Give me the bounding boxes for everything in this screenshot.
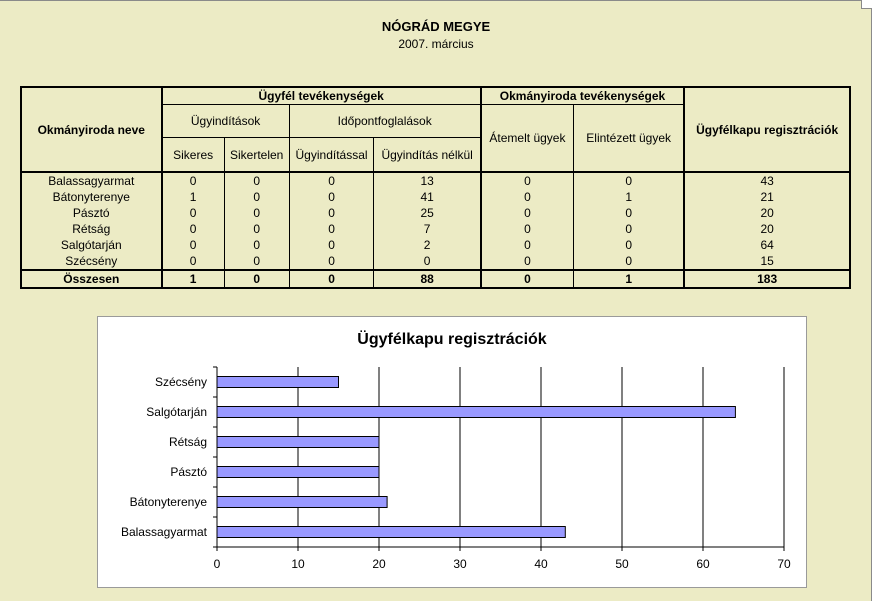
table-row: [21, 172, 850, 189]
value-cell: 1: [162, 270, 225, 288]
office-name-cell: Pásztó: [21, 205, 162, 221]
bar: [217, 527, 565, 538]
value-cell: 0: [224, 221, 289, 237]
value-cell: 0: [162, 221, 225, 237]
x-tick-label: 20: [372, 557, 386, 571]
bar: [217, 407, 735, 418]
office-name-cell: Bátonyterenye: [21, 189, 162, 205]
header-office-name: Okmányiroda neve: [21, 87, 162, 172]
value-cell: 15: [684, 253, 850, 270]
value-cell: 0: [224, 189, 289, 205]
scroll-corner: [861, 0, 872, 9]
value-cell: 0: [574, 237, 685, 253]
value-cell: 0: [481, 189, 574, 205]
table-row: [21, 221, 850, 237]
value-cell: 0: [574, 221, 685, 237]
header-completed: Elintézett ügyek: [574, 105, 685, 173]
value-cell: 0: [224, 205, 289, 221]
value-cell: 0: [289, 237, 374, 253]
chart-container: [97, 316, 807, 588]
value-cell: 0: [481, 221, 574, 237]
bar: [217, 467, 379, 478]
category-label: Balassagyarmat: [120, 525, 207, 539]
value-cell: 0: [289, 253, 374, 270]
value-cell: 0: [374, 253, 481, 270]
value-cell: 21: [684, 189, 850, 205]
value-cell: 0: [289, 172, 374, 189]
value-cell: 0: [162, 253, 225, 270]
header-initiations: Ügyindítások: [162, 105, 290, 138]
value-cell: 0: [289, 205, 374, 221]
value-cell: 2: [374, 237, 481, 253]
value-cell: 41: [374, 189, 481, 205]
office-name-cell: Rétság: [21, 221, 162, 237]
value-cell: 1: [574, 270, 685, 288]
category-label: Rétság: [168, 435, 207, 449]
value-cell: 0: [162, 205, 225, 221]
value-cell: 0: [574, 172, 685, 189]
value-cell: 1: [574, 189, 685, 205]
header-appointments: Időpontfoglalások: [289, 105, 481, 138]
value-cell: 0: [224, 270, 289, 288]
value-cell: 0: [162, 237, 225, 253]
bar: [217, 437, 379, 448]
value-cell: 0: [481, 253, 574, 270]
value-cell: 0: [481, 172, 574, 189]
header-gate-registrations: Ügyfélkapu regisztrációk: [684, 87, 850, 172]
table-row: [21, 205, 850, 221]
table-row: [21, 253, 850, 270]
value-cell: 0: [224, 172, 289, 189]
value-cell: 43: [684, 172, 850, 189]
table-row: [21, 237, 850, 253]
bar-chart: [98, 317, 806, 587]
value-cell: 183: [684, 270, 850, 288]
office-name-cell: Salgótarján: [21, 237, 162, 253]
header-success: Sikeres: [162, 138, 225, 173]
value-cell: 0: [289, 221, 374, 237]
page-title: NÓGRÁD MEGYE: [381, 19, 491, 34]
value-cell: 0: [481, 205, 574, 221]
header-client-activities: Ügyfél tevékenységek: [162, 87, 481, 105]
office-name-cell: Balassagyarmat: [21, 172, 162, 189]
value-cell: 0: [481, 270, 574, 288]
value-cell: 0: [224, 237, 289, 253]
value-cell: 25: [374, 205, 481, 221]
value-cell: 7: [374, 221, 481, 237]
header-with-init: Ügyindítással: [289, 138, 374, 173]
total-label: Összesen: [21, 270, 162, 288]
value-cell: 20: [684, 221, 850, 237]
value-cell: 20: [684, 205, 850, 221]
category-label: Salgótarján: [146, 405, 207, 419]
value-cell: 0: [574, 205, 685, 221]
value-cell: 1: [162, 189, 225, 205]
value-cell: 0: [289, 189, 374, 205]
x-tick-label: 60: [696, 557, 710, 571]
office-name-cell: Szécsény: [21, 253, 162, 270]
page-subtitle: 2007. március: [398, 37, 474, 51]
value-cell: 88: [374, 270, 481, 288]
table-row: [21, 189, 850, 205]
statistics-table: [20, 86, 851, 289]
value-cell: 13: [374, 172, 481, 189]
x-tick-label: 70: [777, 557, 791, 571]
header-transferred: Átemelt ügyek: [481, 105, 574, 173]
bar: [217, 497, 387, 508]
x-tick-label: 0: [213, 557, 221, 571]
x-tick-label: 40: [534, 557, 548, 571]
value-cell: 0: [162, 172, 225, 189]
header-office-activities: Okmányiroda tevékenységek: [481, 87, 684, 105]
header-fail: Sikertelen: [224, 138, 289, 173]
value-cell: 64: [684, 237, 850, 253]
category-label: Pásztó: [170, 465, 207, 479]
value-cell: 0: [574, 253, 685, 270]
chart-title: Ügyfélkapu regisztrációk: [357, 331, 547, 348]
value-cell: 0: [289, 270, 374, 288]
x-tick-label: 30: [453, 557, 467, 571]
x-tick-label: 10: [291, 557, 305, 571]
window-frame-top: [0, 0, 872, 1]
value-cell: 0: [481, 237, 574, 253]
x-tick-label: 50: [615, 557, 629, 571]
category-label: Szécsény: [154, 375, 207, 389]
bar: [217, 377, 339, 388]
total-row: [21, 270, 850, 288]
value-cell: 0: [224, 253, 289, 270]
header-without-init: Ügyindítás nélkül: [374, 138, 481, 173]
category-label: Bátonyterenye: [129, 495, 207, 509]
